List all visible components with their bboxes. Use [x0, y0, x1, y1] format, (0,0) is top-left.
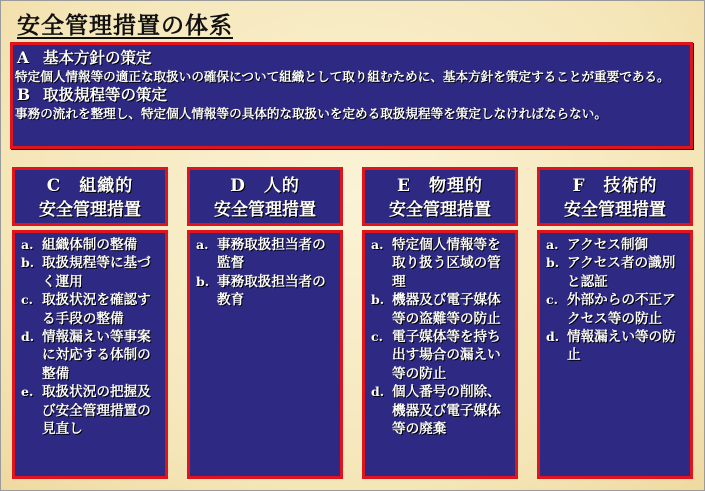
- page-title: 安全管理措置の体系: [17, 12, 233, 39]
- column-body: [187, 230, 343, 479]
- list-item: [546, 328, 686, 365]
- list-item: [546, 291, 686, 328]
- item-marker: b.: [371, 292, 385, 308]
- column-header: [187, 167, 343, 226]
- item-text: 電子媒体等を持ち出す場合の漏えい等の防止: [392, 329, 501, 382]
- list-item: [21, 328, 161, 383]
- item-marker: b.: [546, 255, 560, 271]
- item-marker: a.: [196, 237, 209, 252]
- column-body: [12, 230, 168, 479]
- item-text: 特定個人情報等を取り扱う区域の管理: [392, 237, 501, 290]
- column-header-line1: C 組織的: [46, 176, 134, 196]
- list-item: [21, 254, 161, 291]
- item-text: 取扱規程等に基づく運用: [42, 255, 151, 290]
- list-item: [371, 236, 511, 291]
- section-b-heading: [17, 86, 690, 104]
- item-text: 外部からの不正アクセス等の防止: [567, 292, 676, 327]
- item-text: 個人番号の削除、機器及び電子媒体等の廃棄: [392, 384, 501, 438]
- column-technical: [537, 167, 693, 479]
- list-item: [546, 254, 686, 291]
- policy-box: [10, 42, 693, 149]
- column-header-line1: E 物理的: [397, 176, 483, 196]
- column-header-line2: 安全管理措置: [214, 200, 316, 220]
- item-text: 事務取扱担当者の監督: [217, 237, 326, 272]
- item-text: 取扱状況を確認する手段の整備: [42, 292, 151, 327]
- item-text: 事務取扱担当者の教育: [217, 273, 326, 309]
- column-organizational: [12, 167, 168, 479]
- section-a-title: 基本方針の策定: [43, 48, 152, 67]
- column-header-line2: 安全管理措置: [389, 200, 491, 220]
- list-item: [196, 273, 336, 310]
- list-item: [546, 236, 686, 254]
- list-item: [21, 383, 161, 438]
- item-marker: c.: [21, 292, 33, 308]
- list-item: [371, 383, 511, 438]
- column-human: [187, 167, 343, 479]
- item-text: 取扱状況の把握及び安全管理措置の見直し: [42, 384, 151, 438]
- column-header: [12, 167, 168, 226]
- item-text: 情報漏えい等の防止: [567, 329, 676, 364]
- section-b-body: 事務の流れを整理し、特定個人情報等の具体的な取扱いを定める取扱規程等を策定しなければならない。: [15, 106, 607, 121]
- section-a-letter: A: [17, 48, 30, 67]
- item-text: 機器及び電子媒体等の盗難等の防止: [392, 292, 501, 327]
- column-header-line1: F 技術的: [572, 176, 658, 196]
- item-marker: d.: [546, 329, 560, 345]
- column-body: [537, 230, 693, 479]
- list-item: [196, 236, 336, 273]
- column-header-line2: 安全管理措置: [564, 200, 666, 220]
- item-text: アクセス者の識別と認証: [567, 255, 676, 290]
- item-text: 情報漏えい等事案に対応する体制の整備: [42, 329, 151, 382]
- item-text: アクセス制御: [567, 237, 649, 253]
- item-marker: e.: [21, 384, 34, 400]
- list-item: [371, 328, 511, 383]
- column-header-line1: D 人的: [230, 176, 300, 196]
- list-item: [21, 291, 161, 328]
- item-marker: d.: [371, 384, 385, 400]
- section-a-body: 特定個人情報等の適正な取扱いの確保について組織として取り組むために、基本方針を策定することが重要である。: [15, 69, 670, 84]
- item-marker: a.: [546, 237, 559, 252]
- column-header-line2: 安全管理措置: [39, 200, 141, 220]
- item-marker: a.: [371, 237, 384, 252]
- column-header: [362, 167, 518, 226]
- item-marker: a.: [21, 237, 34, 252]
- section-a-heading: [17, 49, 690, 67]
- column-physical: [362, 167, 518, 479]
- item-marker: d.: [21, 329, 35, 345]
- item-marker: b.: [196, 273, 210, 289]
- item-marker: b.: [21, 255, 35, 271]
- item-marker: c.: [546, 292, 558, 308]
- item-marker: c.: [371, 329, 383, 345]
- column-header: [537, 167, 693, 226]
- column-body: [362, 230, 518, 479]
- section-b-letter: B: [17, 85, 31, 104]
- list-item: [371, 291, 511, 328]
- section-b-title: 取扱規程等の策定: [43, 85, 168, 104]
- list-item: [21, 236, 161, 254]
- item-text: 組織体制の整備: [42, 237, 138, 253]
